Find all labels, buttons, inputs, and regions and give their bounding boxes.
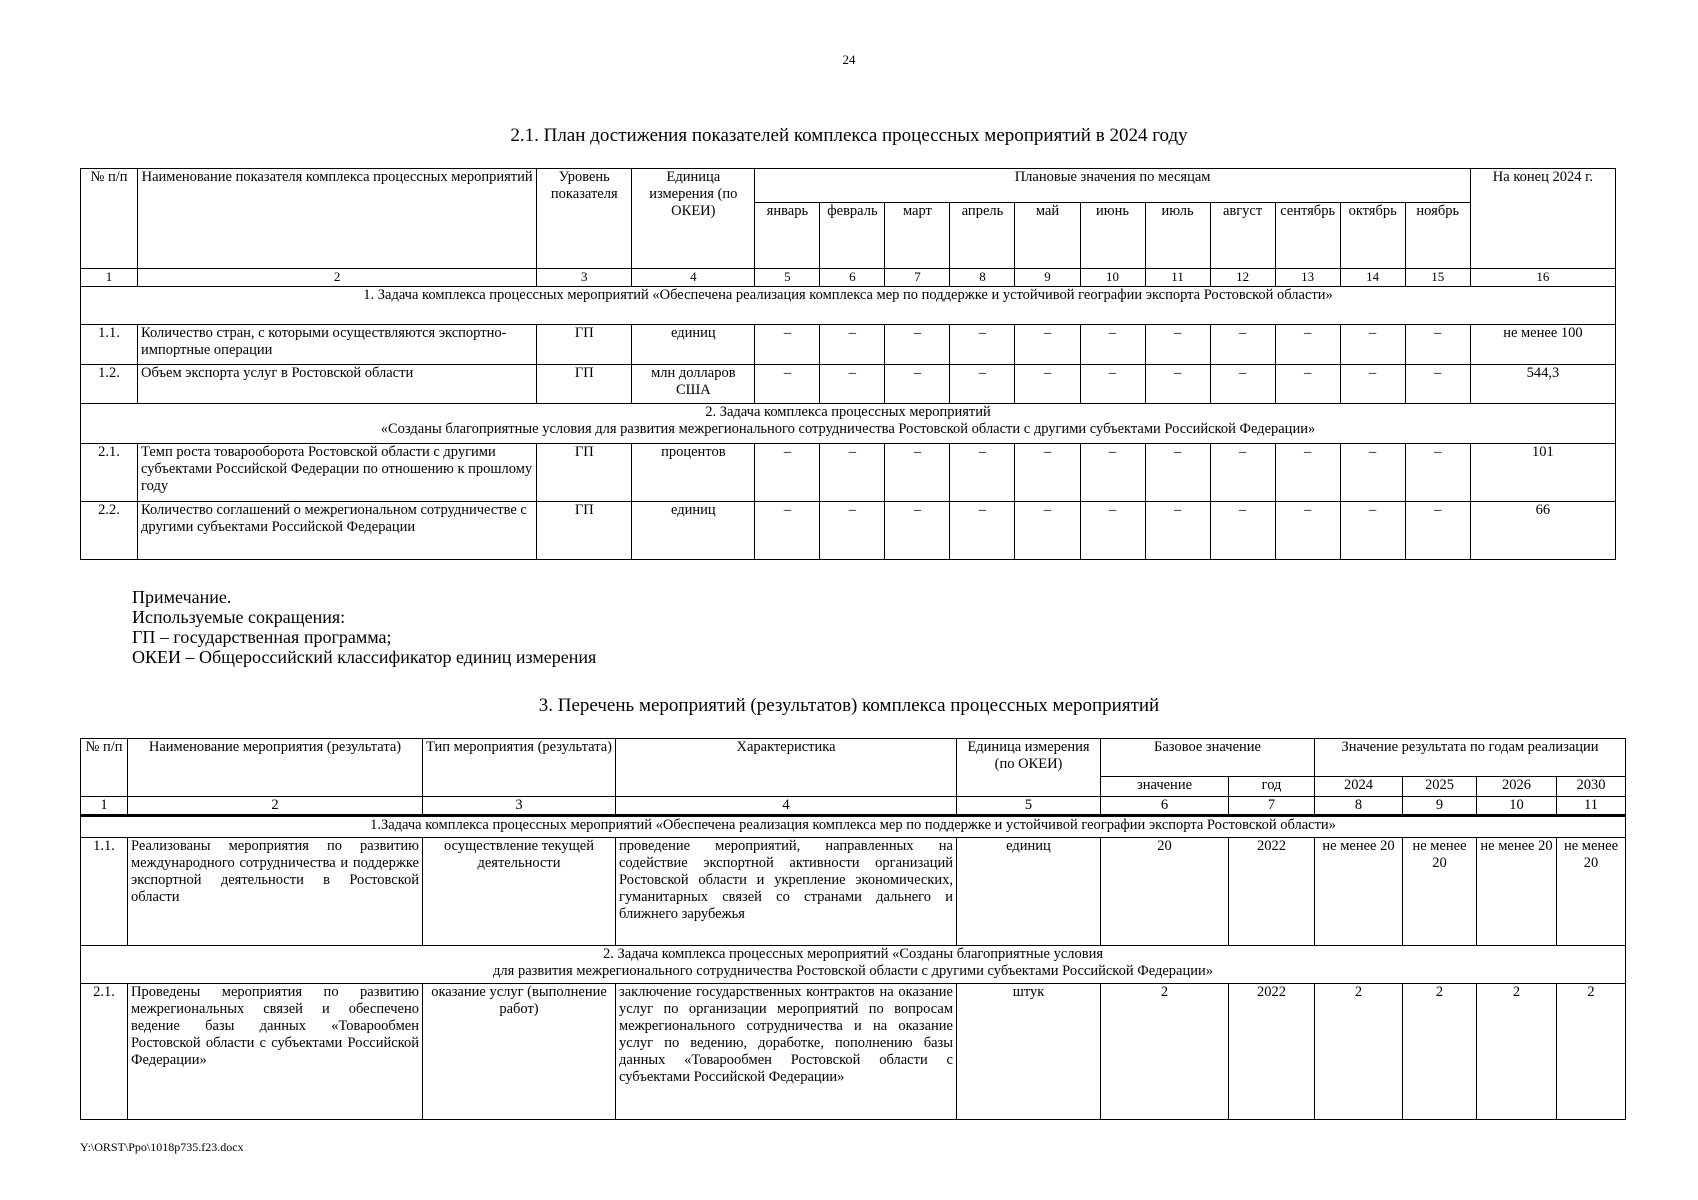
month-value: – (1145, 325, 1210, 365)
month-header: апрель (950, 203, 1015, 269)
header-year-end: На конец 2024 г. (1470, 169, 1615, 269)
column-number: 3 (423, 797, 616, 816)
header-level: Уровень показателя (537, 169, 632, 269)
indicator-unit: млн долларов США (632, 365, 755, 404)
year-header: 2030 (1557, 777, 1626, 797)
month-header: январь (755, 203, 820, 269)
column-number: 7 (1229, 797, 1315, 816)
column-number: 16 (1470, 269, 1615, 287)
month-header: июль (1145, 203, 1210, 269)
activity-type: оказание услуг (выполнение работ) (423, 984, 616, 1120)
activity-characteristic: проведение мероприятий, направленных на содействие экспортной активности организаций Ростовской области и укрепление экономических, гуманитарных связей со странами дальнего и ближнего зарубежья (616, 838, 957, 946)
header-characteristic: Характеристика (616, 739, 957, 797)
month-value: – (1015, 502, 1080, 560)
column-number: 4 (632, 269, 755, 287)
activity-unit: единиц (957, 838, 1101, 946)
year-header: 2026 (1477, 777, 1557, 797)
month-value: – (1275, 365, 1340, 404)
column-number: 9 (1403, 797, 1477, 816)
header-activity-type: Тип мероприятия (результата) (423, 739, 616, 797)
month-header: август (1210, 203, 1275, 269)
year-end-value: 101 (1470, 444, 1615, 502)
month-value: – (1015, 444, 1080, 502)
result-2024: не менее 20 (1315, 838, 1403, 946)
month-value: – (1405, 444, 1470, 502)
month-value: – (1145, 444, 1210, 502)
indicator-level: ГП (537, 325, 632, 365)
base-value: 20 (1101, 838, 1229, 946)
month-value: – (1405, 325, 1470, 365)
month-value: – (1405, 502, 1470, 560)
note-okei: ОКЕИ – Общероссийский классификатор единиц измерения (132, 647, 597, 667)
month-value: – (1145, 502, 1210, 560)
month-value: – (885, 325, 950, 365)
month-value: – (1275, 444, 1340, 502)
column-number: 5 (755, 269, 820, 287)
column-number: 13 (1275, 269, 1340, 287)
column-number: 11 (1145, 269, 1210, 287)
month-value: – (1080, 444, 1145, 502)
indicator-level: ГП (537, 444, 632, 502)
activities-table (80, 738, 1626, 1120)
row-num: 1.1. (81, 838, 128, 946)
month-value: – (820, 502, 885, 560)
table-row (81, 444, 1616, 502)
notes (132, 587, 596, 667)
task-line: 2. Задача комплекса процессных мероприятий «Созданы благоприятные условия (603, 946, 1104, 962)
month-value: – (755, 365, 820, 404)
task-line: «Созданы благоприятные условия для развития межрегионального сотрудничества Ростовской области с другими субъектами Российской Федерации» (380, 421, 1316, 437)
page-number: 24 (842, 52, 856, 67)
year-end-value: 66 (1470, 502, 1615, 560)
year-end-value: 544,3 (1470, 365, 1615, 404)
month-value: – (885, 365, 950, 404)
header-value: значение (1101, 777, 1229, 797)
row-num: 2.2. (81, 502, 138, 560)
result-2025: не менее 20 (1403, 838, 1477, 946)
result-2030: 2 (1557, 984, 1626, 1120)
indicator-level: ГП (537, 502, 632, 560)
activity-name: Реализованы мероприятия по развитию международного сотрудничества и поддержке экспортной деятельности в Ростовской области (128, 838, 423, 946)
table-row (81, 325, 1616, 365)
column-number: 14 (1340, 269, 1405, 287)
month-value: – (1405, 365, 1470, 404)
month-header: июнь (1080, 203, 1145, 269)
indicator-unit: единиц (632, 502, 755, 560)
column-number: 6 (820, 269, 885, 287)
month-value: – (950, 502, 1015, 560)
month-value: – (1210, 502, 1275, 560)
month-value: – (950, 365, 1015, 404)
base-year: 2022 (1229, 984, 1315, 1120)
column-number: 9 (1015, 269, 1080, 287)
month-value: – (1340, 502, 1405, 560)
activity-characteristic: заключение государственных контрактов на оказание услуг по организации мероприятий по вопросам межрегионального сотрудничества и на оказание услуг по ведению, доработке, пополнению базы данных «Товарообмен Ростовской области с субъектами Российской Федерации» (616, 984, 957, 1120)
header-indicator-name: Наименование показателя комплекса процессных мероприятий (138, 169, 537, 269)
activity-unit: штук (957, 984, 1101, 1120)
indicator-name: Темп роста товарооборота Ростовской области с другими субъектами Российской Федерации по отношению к прошлому году (138, 444, 537, 502)
month-value: – (755, 444, 820, 502)
header-year: год (1229, 777, 1315, 797)
month-header: ноябрь (1405, 203, 1470, 269)
month-header: май (1015, 203, 1080, 269)
indicator-name: Объем экспорта услуг в Ростовской области (138, 365, 537, 404)
table-row (81, 365, 1616, 404)
task-row (81, 946, 1626, 984)
month-header: февраль (820, 203, 885, 269)
file-path-footer: Y:\ORST\Ppo\1018p735.f23.docx (80, 1140, 244, 1154)
indicator-name: Количество соглашений о межрегиональном сотрудничестве с другими субъектами Российской Федерации (138, 502, 537, 560)
month-value: – (1340, 444, 1405, 502)
column-number: 8 (950, 269, 1015, 287)
column-number: 4 (616, 797, 957, 816)
section-title-activities: 3. Перечень мероприятий (результатов) комплекса процессных мероприятий (538, 695, 1160, 716)
column-number: 2 (138, 269, 537, 287)
month-value: – (755, 325, 820, 365)
column-number: 15 (1405, 269, 1470, 287)
task-line: для развития межрегионального сотрудничества Ростовской области с другими субъектами Российской Федерации» (493, 963, 1213, 979)
result-2030: не менее 20 (1557, 838, 1626, 946)
plan-table (80, 168, 1616, 560)
column-number: 5 (957, 797, 1101, 816)
column-number: 7 (885, 269, 950, 287)
table-row (81, 838, 1626, 946)
row-num: 1.1. (81, 325, 138, 365)
indicator-name: Количество стран, с которыми осуществляются экспортно-импортные операции (138, 325, 537, 365)
column-number: 1 (81, 797, 128, 816)
column-number: 10 (1477, 797, 1557, 816)
month-value: – (1340, 325, 1405, 365)
task-row: 1. Задача комплекса процессных мероприятий «Обеспечена реализация комплекса мер по поддержке и устойчивой географии экспорта Ростовской области» (81, 287, 1616, 325)
month-value: – (885, 502, 950, 560)
column-number: 11 (1557, 797, 1626, 816)
month-value: – (820, 325, 885, 365)
year-header: 2024 (1315, 777, 1403, 797)
result-2025: 2 (1403, 984, 1477, 1120)
note-title: Примечание. (132, 587, 232, 607)
month-value: – (1145, 365, 1210, 404)
task-row (81, 404, 1616, 444)
indicator-unit: процентов (632, 444, 755, 502)
row-num: 2.1. (81, 444, 138, 502)
month-value: – (1080, 502, 1145, 560)
indicator-unit: единиц (632, 325, 755, 365)
header-result-by-year: Значение результата по годам реализации (1315, 739, 1626, 777)
month-header: март (885, 203, 950, 269)
result-2024: 2 (1315, 984, 1403, 1120)
section-title-plan: 2.1. План достижения показателей комплекса процессных мероприятий в 2024 году (510, 125, 1188, 146)
table-row (81, 984, 1626, 1120)
row-num: 2.1. (81, 984, 128, 1120)
column-number: 12 (1210, 269, 1275, 287)
header-plan-months: Плановые значения по месяцам (755, 169, 1470, 203)
header-base-value: Базовое значение (1101, 739, 1315, 777)
month-value: – (820, 365, 885, 404)
month-header: сентябрь (1275, 203, 1340, 269)
month-value: – (1340, 365, 1405, 404)
month-value: – (885, 444, 950, 502)
base-value: 2 (1101, 984, 1229, 1120)
year-end-value: не менее 100 (1470, 325, 1615, 365)
header-num: № п/п (81, 169, 138, 269)
month-value: – (950, 325, 1015, 365)
month-header: октябрь (1340, 203, 1405, 269)
header-unit: Единица измерения (по ОКЕИ) (957, 739, 1101, 797)
month-value: – (1275, 325, 1340, 365)
header-num: № п/п (81, 739, 128, 797)
month-value: – (1210, 325, 1275, 365)
header-activity-name: Наименование мероприятия (результата) (128, 739, 423, 797)
month-value: – (1080, 325, 1145, 365)
task-line: 2. Задача комплекса процессных мероприятий (705, 404, 991, 420)
month-value: – (1210, 365, 1275, 404)
month-value: – (1210, 444, 1275, 502)
note-abbreviations: Используемые сокращения: (132, 607, 346, 627)
column-number: 1 (81, 269, 138, 287)
indicator-level: ГП (537, 365, 632, 404)
header-unit: Единица измерения (по ОКЕИ) (632, 169, 755, 269)
month-value: – (1080, 365, 1145, 404)
column-number: 2 (128, 797, 423, 816)
activity-name: Проведены мероприятия по развитию межрегиональных связей и обеспечено ведение базы данных «Товарообмен Ростовской области с субъектами Российской Федерации» (128, 984, 423, 1120)
month-value: – (950, 444, 1015, 502)
column-number: 6 (1101, 797, 1229, 816)
result-2026: 2 (1477, 984, 1557, 1120)
month-value: – (820, 444, 885, 502)
month-value: – (755, 502, 820, 560)
month-value: – (1015, 365, 1080, 404)
row-num: 1.2. (81, 365, 138, 404)
base-year: 2022 (1229, 838, 1315, 946)
result-2026: не менее 20 (1477, 838, 1557, 946)
column-number: 10 (1080, 269, 1145, 287)
column-number: 3 (537, 269, 632, 287)
year-header: 2025 (1403, 777, 1477, 797)
table-row (81, 502, 1616, 560)
month-value: – (1275, 502, 1340, 560)
task-row: 1.Задача комплекса процессных мероприятий «Обеспечена реализация комплекса мер по поддержке и устойчивой географии экспорта Ростовской области» (81, 816, 1626, 838)
note-gp: ГП – государственная программа; (132, 627, 392, 647)
month-value: – (1015, 325, 1080, 365)
activity-type: осуществление текущей деятельности (423, 838, 616, 946)
column-number: 8 (1315, 797, 1403, 816)
